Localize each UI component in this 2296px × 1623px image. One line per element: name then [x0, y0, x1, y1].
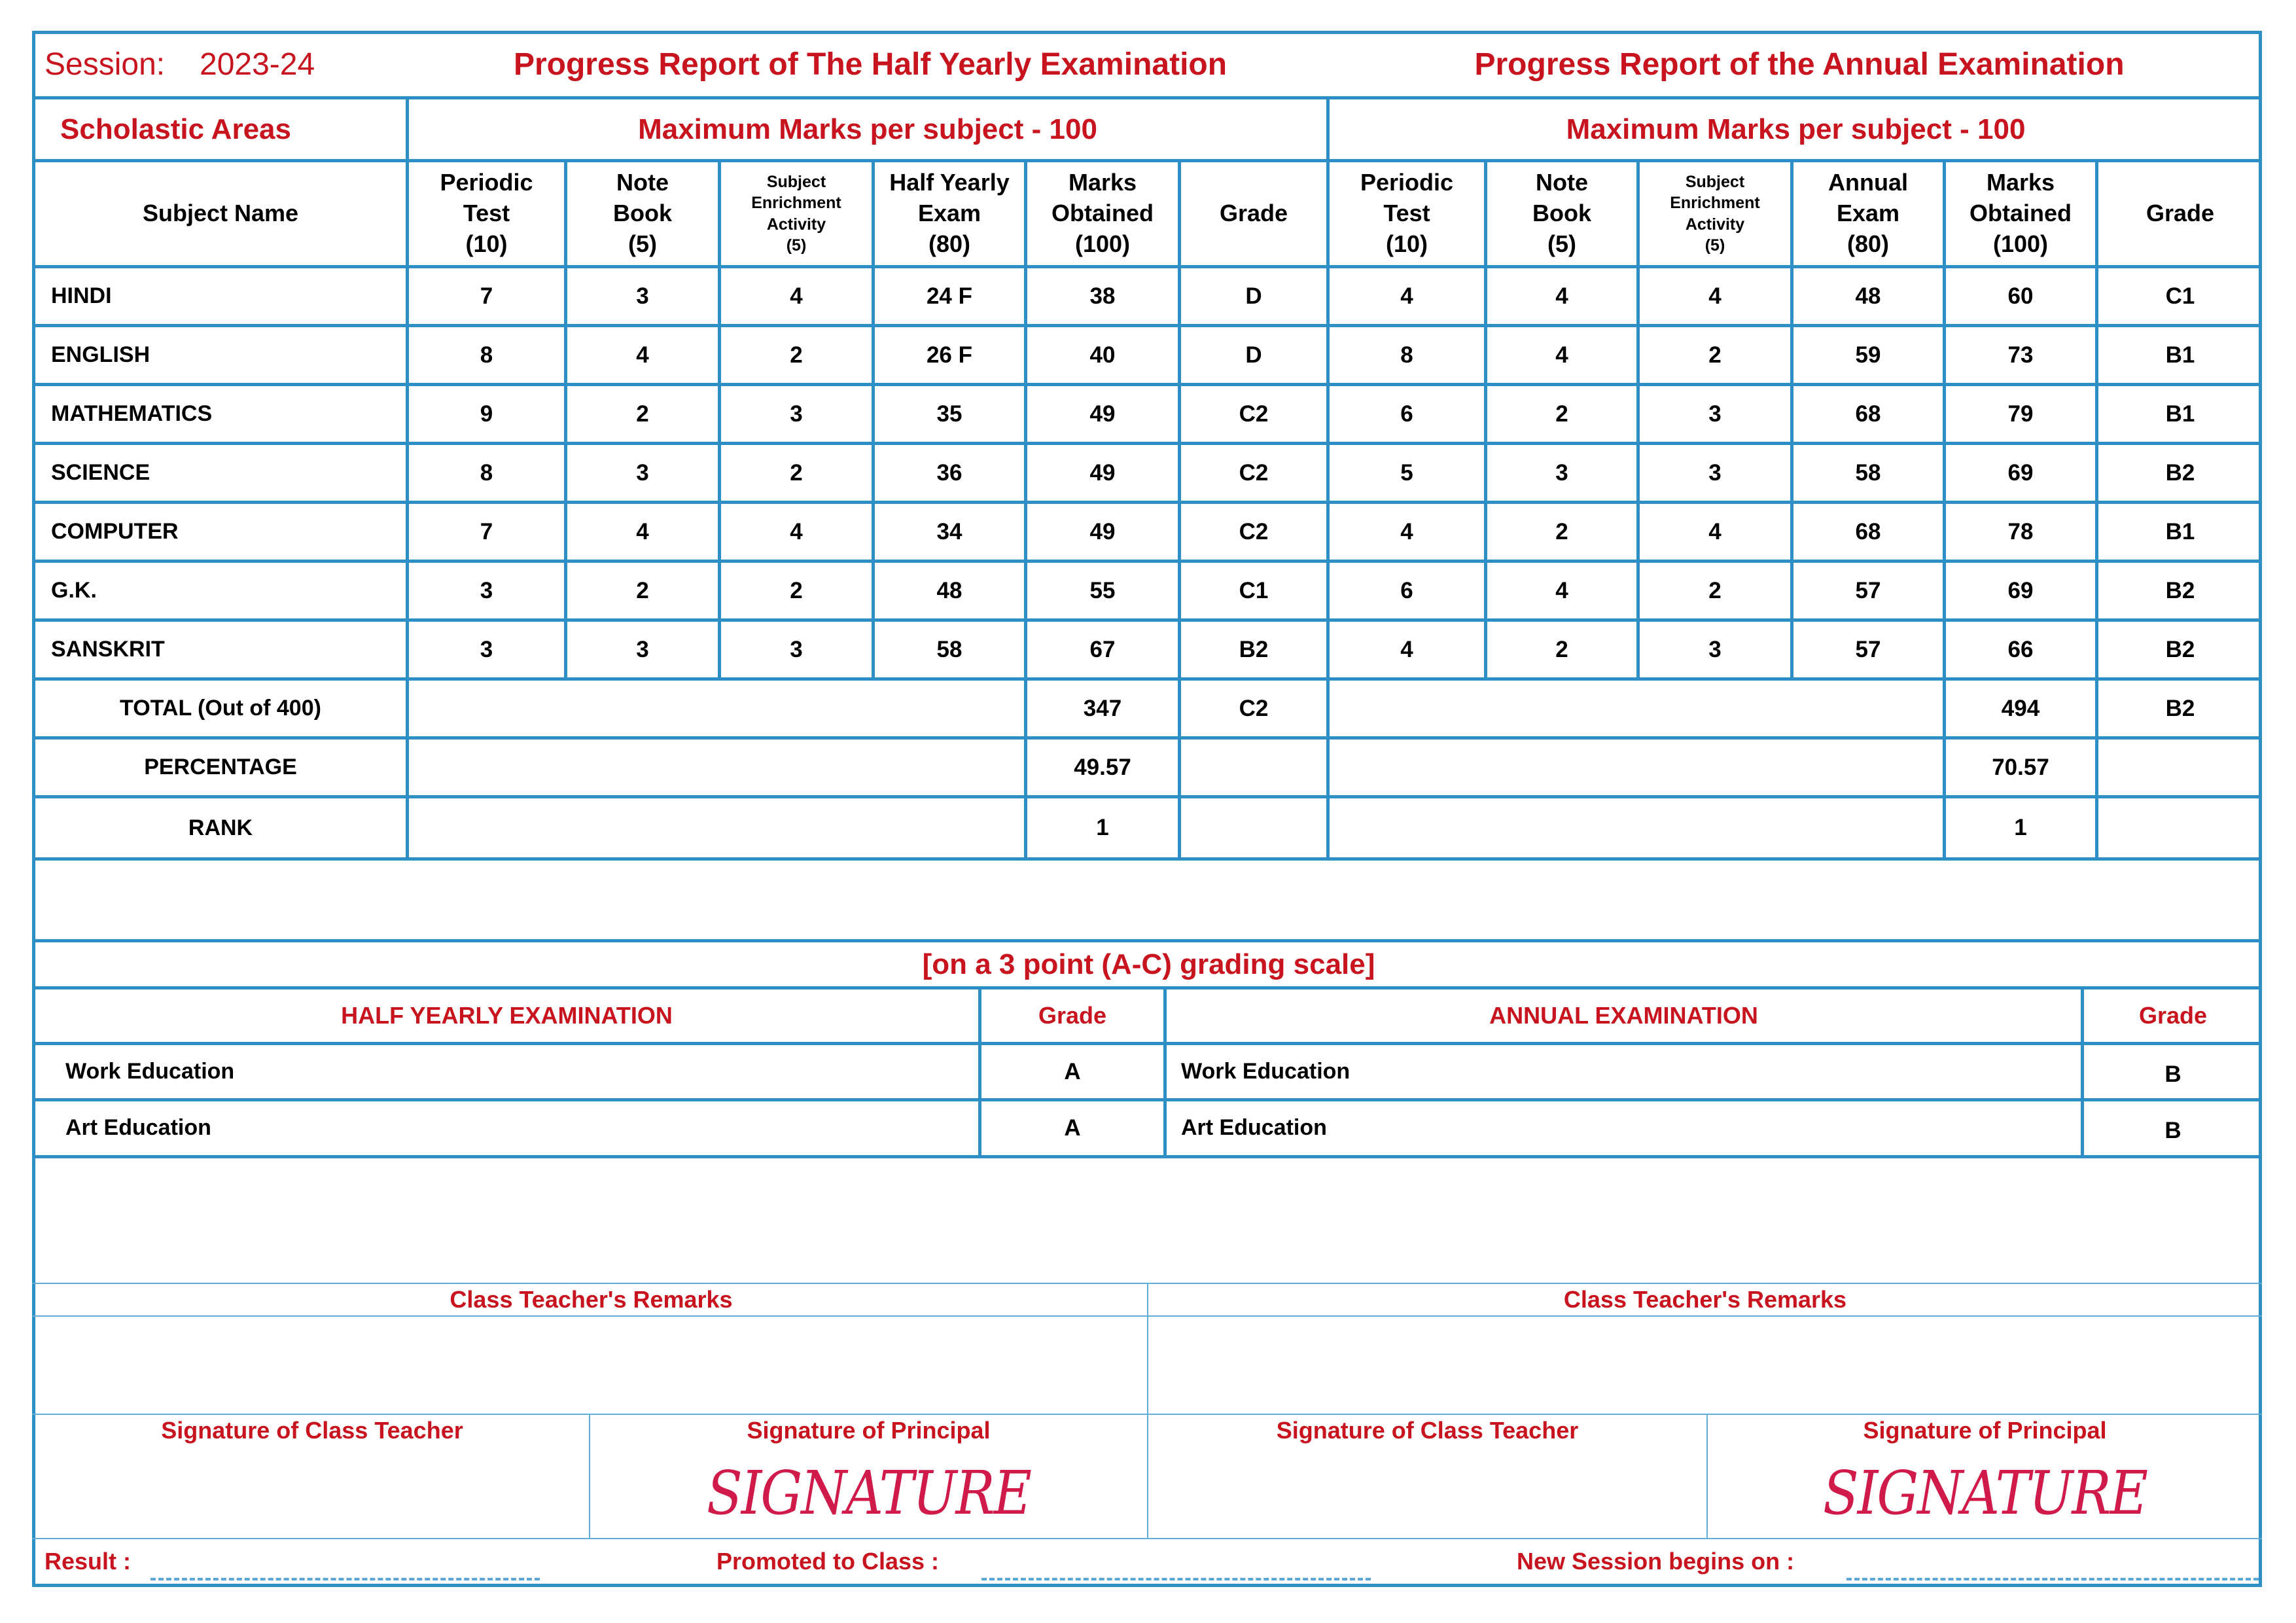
subject-name: ENGLISH [51, 342, 150, 368]
summary-label: TOTAL (Out of 400) [120, 696, 321, 721]
mark-cell: B2 [1239, 636, 1269, 662]
subject-name: COMPUTER [51, 519, 179, 544]
summary-annual-grade [2098, 740, 2262, 795]
mark-cell: 2 [636, 401, 649, 427]
principal-signature-mark: SIGNATURE [1822, 1457, 2147, 1528]
mark-cell: 2 [1555, 401, 1568, 427]
mark-cell: 67 [1089, 636, 1116, 662]
coscholastic-half-grade: A [1064, 1058, 1081, 1084]
coscholastic-activity: Art Education [1181, 1115, 1327, 1141]
mark-cell: 2 [790, 577, 803, 603]
mark-cell: 48 [936, 577, 963, 603]
mark-cell: 49 [1089, 401, 1116, 427]
mark-cell: 2 [1555, 636, 1568, 662]
mark-cell: 2 [1708, 577, 1722, 603]
mark-cell: 2 [790, 459, 803, 486]
mark-cell: 34 [936, 518, 963, 544]
mark-cell: C1 [1239, 577, 1269, 603]
mark-cell: 49 [1089, 459, 1116, 486]
col-header-line: (5) [628, 230, 657, 257]
max-marks-annual: Maximum Marks per subject - 100 [1566, 113, 2026, 145]
mark-cell: 66 [2007, 636, 2034, 662]
mark-cell: 79 [2007, 401, 2034, 427]
summary-half-marks: 347 [1083, 695, 1122, 721]
col-header-line: (5) [1547, 230, 1576, 257]
coscholastic-annual-title: ANNUAL EXAMINATION [1489, 1001, 1758, 1029]
promoted-label: Promoted to Class : [716, 1547, 940, 1575]
col-header-line: Note [1536, 169, 1588, 196]
col-header-line: Enrichment [751, 194, 841, 212]
mark-cell: 4 [636, 342, 649, 368]
mark-cell: 3 [636, 283, 649, 309]
scholastic-areas-label: Scholastic Areas [60, 113, 291, 145]
col-header-line: Test [463, 200, 510, 227]
new-session-blank [1846, 1578, 2259, 1580]
summary-annual-marks: 70.57 [1992, 754, 2049, 780]
mark-cell: 3 [636, 459, 649, 486]
mark-cell: B2 [2165, 636, 2195, 662]
coscholastic-activity: Work Education [1181, 1059, 1351, 1084]
annual-title: Progress Report of the Annual Examination [1474, 47, 2125, 82]
mark-cell: 2 [1555, 518, 1568, 544]
column-header [1946, 162, 2095, 265]
mark-cell: 58 [936, 636, 963, 662]
summary-annual-marks: 1 [2014, 815, 2027, 841]
mark-cell: 9 [480, 401, 493, 427]
grading-scale-note: [on a 3 point (A-C) grading scale] [922, 948, 1375, 980]
subject-name: SANSKRIT [51, 637, 165, 662]
col-header-line: Obtained [1051, 200, 1154, 227]
mark-cell: B2 [2165, 577, 2195, 603]
summary-label: PERCENTAGE [144, 755, 297, 780]
subject-name: G.K. [51, 578, 97, 603]
col-header-line: Book [613, 200, 672, 227]
summary-half-grade: C2 [1239, 695, 1269, 721]
col-header-line: Note [616, 169, 669, 196]
signature-label: Signature of Principal [1863, 1416, 2107, 1444]
remarks-label-annual: Class Teacher's Remarks [1563, 1285, 1847, 1313]
column-header [1487, 162, 1636, 265]
subject-name: HINDI [51, 283, 112, 309]
signature-label: Signature of Class Teacher [1276, 1416, 1579, 1444]
mark-cell: 4 [1555, 283, 1568, 309]
col-header-line: (10) [465, 230, 508, 257]
column-header [1793, 162, 1943, 265]
column-header [721, 162, 872, 265]
col-header-line: Activity [766, 215, 826, 234]
mark-cell: B1 [2165, 518, 2195, 544]
summary-half-grade [1181, 740, 1326, 795]
mark-cell: 69 [2007, 577, 2034, 603]
mark-cell: 3 [1555, 459, 1568, 486]
col-header-line: Test [1383, 200, 1430, 227]
col-header-line: (10) [1385, 230, 1428, 257]
mark-cell: 38 [1089, 283, 1116, 309]
promoted-blank [981, 1578, 1371, 1580]
mark-cell: 4 [1708, 283, 1722, 309]
mark-cell: 4 [1708, 518, 1722, 544]
mark-cell: 3 [636, 636, 649, 662]
mark-cell: 78 [2007, 518, 2034, 544]
mark-cell: 59 [1855, 342, 1881, 368]
mark-cell: B2 [2165, 459, 2195, 486]
coscholastic-annual-grade: B [2164, 1117, 2181, 1143]
signature-label: Signature of Principal [747, 1416, 991, 1444]
col-header-line: Exam [917, 200, 981, 227]
mark-cell: B1 [2165, 342, 2195, 368]
mark-cell: 40 [1089, 342, 1116, 368]
mark-cell: 2 [790, 342, 803, 368]
mark-cell: 8 [480, 342, 493, 368]
mark-cell: C2 [1239, 401, 1269, 427]
signature-label: Signature of Class Teacher [161, 1416, 463, 1444]
col-header-line: Periodic [440, 169, 533, 196]
mark-cell: 4 [1400, 636, 1413, 662]
summary-annual-grade [2098, 798, 2262, 857]
col-header-line: Marks [1068, 169, 1137, 196]
subject-name: MATHEMATICS [51, 401, 213, 427]
col-header-line: (5) [786, 236, 807, 255]
mark-cell: 58 [1855, 459, 1881, 486]
col-header-line: Book [1532, 200, 1591, 227]
max-marks-half: Maximum Marks per subject - 100 [638, 113, 1097, 145]
mark-cell: D [1245, 342, 1262, 368]
coscholastic-half-grade-header: Grade [1038, 1001, 1107, 1029]
column-header [567, 162, 718, 265]
summary-half-grade [1181, 798, 1326, 857]
mark-cell: 3 [790, 401, 803, 427]
mark-cell: 57 [1855, 636, 1881, 662]
mark-cell: 60 [2007, 283, 2034, 309]
col-header-line: (80) [1846, 230, 1890, 257]
column-header [1640, 162, 1790, 265]
mark-cell: 2 [1708, 342, 1722, 368]
mark-cell: 49 [1089, 518, 1116, 544]
result-blank [150, 1578, 540, 1580]
mark-cell: 4 [636, 518, 649, 544]
mark-cell: C2 [1239, 459, 1269, 486]
mark-cell: C2 [1239, 518, 1269, 544]
coscholastic-activity: Art Education [65, 1115, 211, 1141]
col-header-line: Activity [1685, 215, 1745, 234]
half-yearly-title: Progress Report of The Half Yearly Examination [513, 47, 1227, 82]
subject-name-header: Subject Name [142, 200, 299, 227]
mark-cell: 4 [1400, 518, 1413, 544]
subject-name: SCIENCE [51, 460, 150, 486]
table-rule [1147, 1283, 1148, 1538]
col-header-line: Enrichment [1670, 194, 1760, 212]
mark-cell: 69 [2007, 459, 2034, 486]
coscholastic-half-title: HALF YEARLY EXAMINATION [341, 1001, 673, 1029]
summary-annual-grade: B2 [2165, 695, 2195, 721]
coscholastic-activity: Work Education [65, 1059, 235, 1084]
mark-cell: 73 [2007, 342, 2034, 368]
result-label: Result : [44, 1547, 132, 1575]
col-header-line: Marks [1986, 169, 2055, 196]
column-header [1027, 162, 1178, 265]
mark-cell: 7 [480, 283, 493, 309]
table-rule [32, 1155, 2262, 1158]
mark-cell: 36 [936, 459, 963, 486]
mark-cell: 3 [1708, 636, 1722, 662]
col-header-line: Obtained [1969, 200, 2072, 227]
summary-half-marks: 49.57 [1074, 754, 1131, 780]
mark-cell: 4 [1400, 283, 1413, 309]
mark-cell: B1 [2165, 401, 2195, 427]
col-header-line: (5) [1704, 236, 1725, 255]
mark-cell: 57 [1855, 577, 1881, 603]
mark-cell: 24 F [926, 283, 973, 309]
remarks-label-half: Class Teacher's Remarks [450, 1285, 733, 1313]
session-value: 2023-24 [200, 47, 315, 82]
mark-cell: 2 [636, 577, 649, 603]
mark-cell: 8 [1400, 342, 1413, 368]
mark-cell: 3 [480, 636, 493, 662]
mark-cell: C1 [2165, 283, 2195, 309]
col-header-line: Periodic [1360, 169, 1454, 196]
mark-cell: 55 [1089, 577, 1116, 603]
principal-signature-mark: SIGNATURE [706, 1457, 1031, 1528]
mark-cell: 3 [480, 577, 493, 603]
col-header-line: Subject [766, 172, 826, 191]
mark-cell: 3 [1708, 459, 1722, 486]
new-session-label: New Session begins on : [1517, 1547, 1795, 1575]
col-header-line: Grade [2146, 200, 2215, 227]
mark-cell: 4 [790, 518, 803, 544]
mark-cell: 4 [1555, 577, 1568, 603]
column-header [409, 162, 564, 265]
col-header-line: (80) [928, 230, 971, 257]
mark-cell: 68 [1855, 518, 1881, 544]
coscholastic-half-grade: A [1064, 1115, 1081, 1141]
col-header-line: (100) [1074, 230, 1131, 257]
session-label: Session: [44, 47, 166, 82]
mark-cell: 4 [790, 283, 803, 309]
col-header-line: Grade [1219, 200, 1288, 227]
mark-cell: 5 [1400, 459, 1413, 486]
col-header-line: Exam [1836, 200, 1900, 227]
mark-cell: 68 [1855, 401, 1881, 427]
column-header [2098, 162, 2262, 265]
column-header [875, 162, 1024, 265]
mark-cell: 48 [1855, 283, 1881, 309]
summary-label: RANK [188, 815, 253, 840]
summary-half-marks: 1 [1096, 815, 1109, 841]
mark-cell: 6 [1400, 401, 1413, 427]
table-rule [32, 857, 2262, 861]
mark-cell: 26 F [926, 342, 973, 368]
column-header [1330, 162, 1484, 265]
mark-cell: D [1245, 283, 1262, 309]
mark-cell: 8 [480, 459, 493, 486]
column-header [1181, 162, 1326, 265]
mark-cell: 3 [790, 636, 803, 662]
mark-cell: 35 [936, 401, 963, 427]
mark-cell: 6 [1400, 577, 1413, 603]
coscholastic-annual-grade: B [2164, 1061, 2181, 1087]
col-header-line: (100) [1992, 230, 2049, 257]
col-header-line: Annual [1828, 169, 1908, 196]
mark-cell: 3 [1708, 401, 1722, 427]
mark-cell: 7 [480, 518, 493, 544]
mark-cell: 4 [1555, 342, 1568, 368]
col-header-line: Subject [1685, 172, 1745, 191]
coscholastic-annual-grade-header: Grade [2138, 1001, 2208, 1029]
col-header-line: Half Yearly [889, 169, 1010, 196]
summary-annual-marks: 494 [2001, 695, 2040, 721]
